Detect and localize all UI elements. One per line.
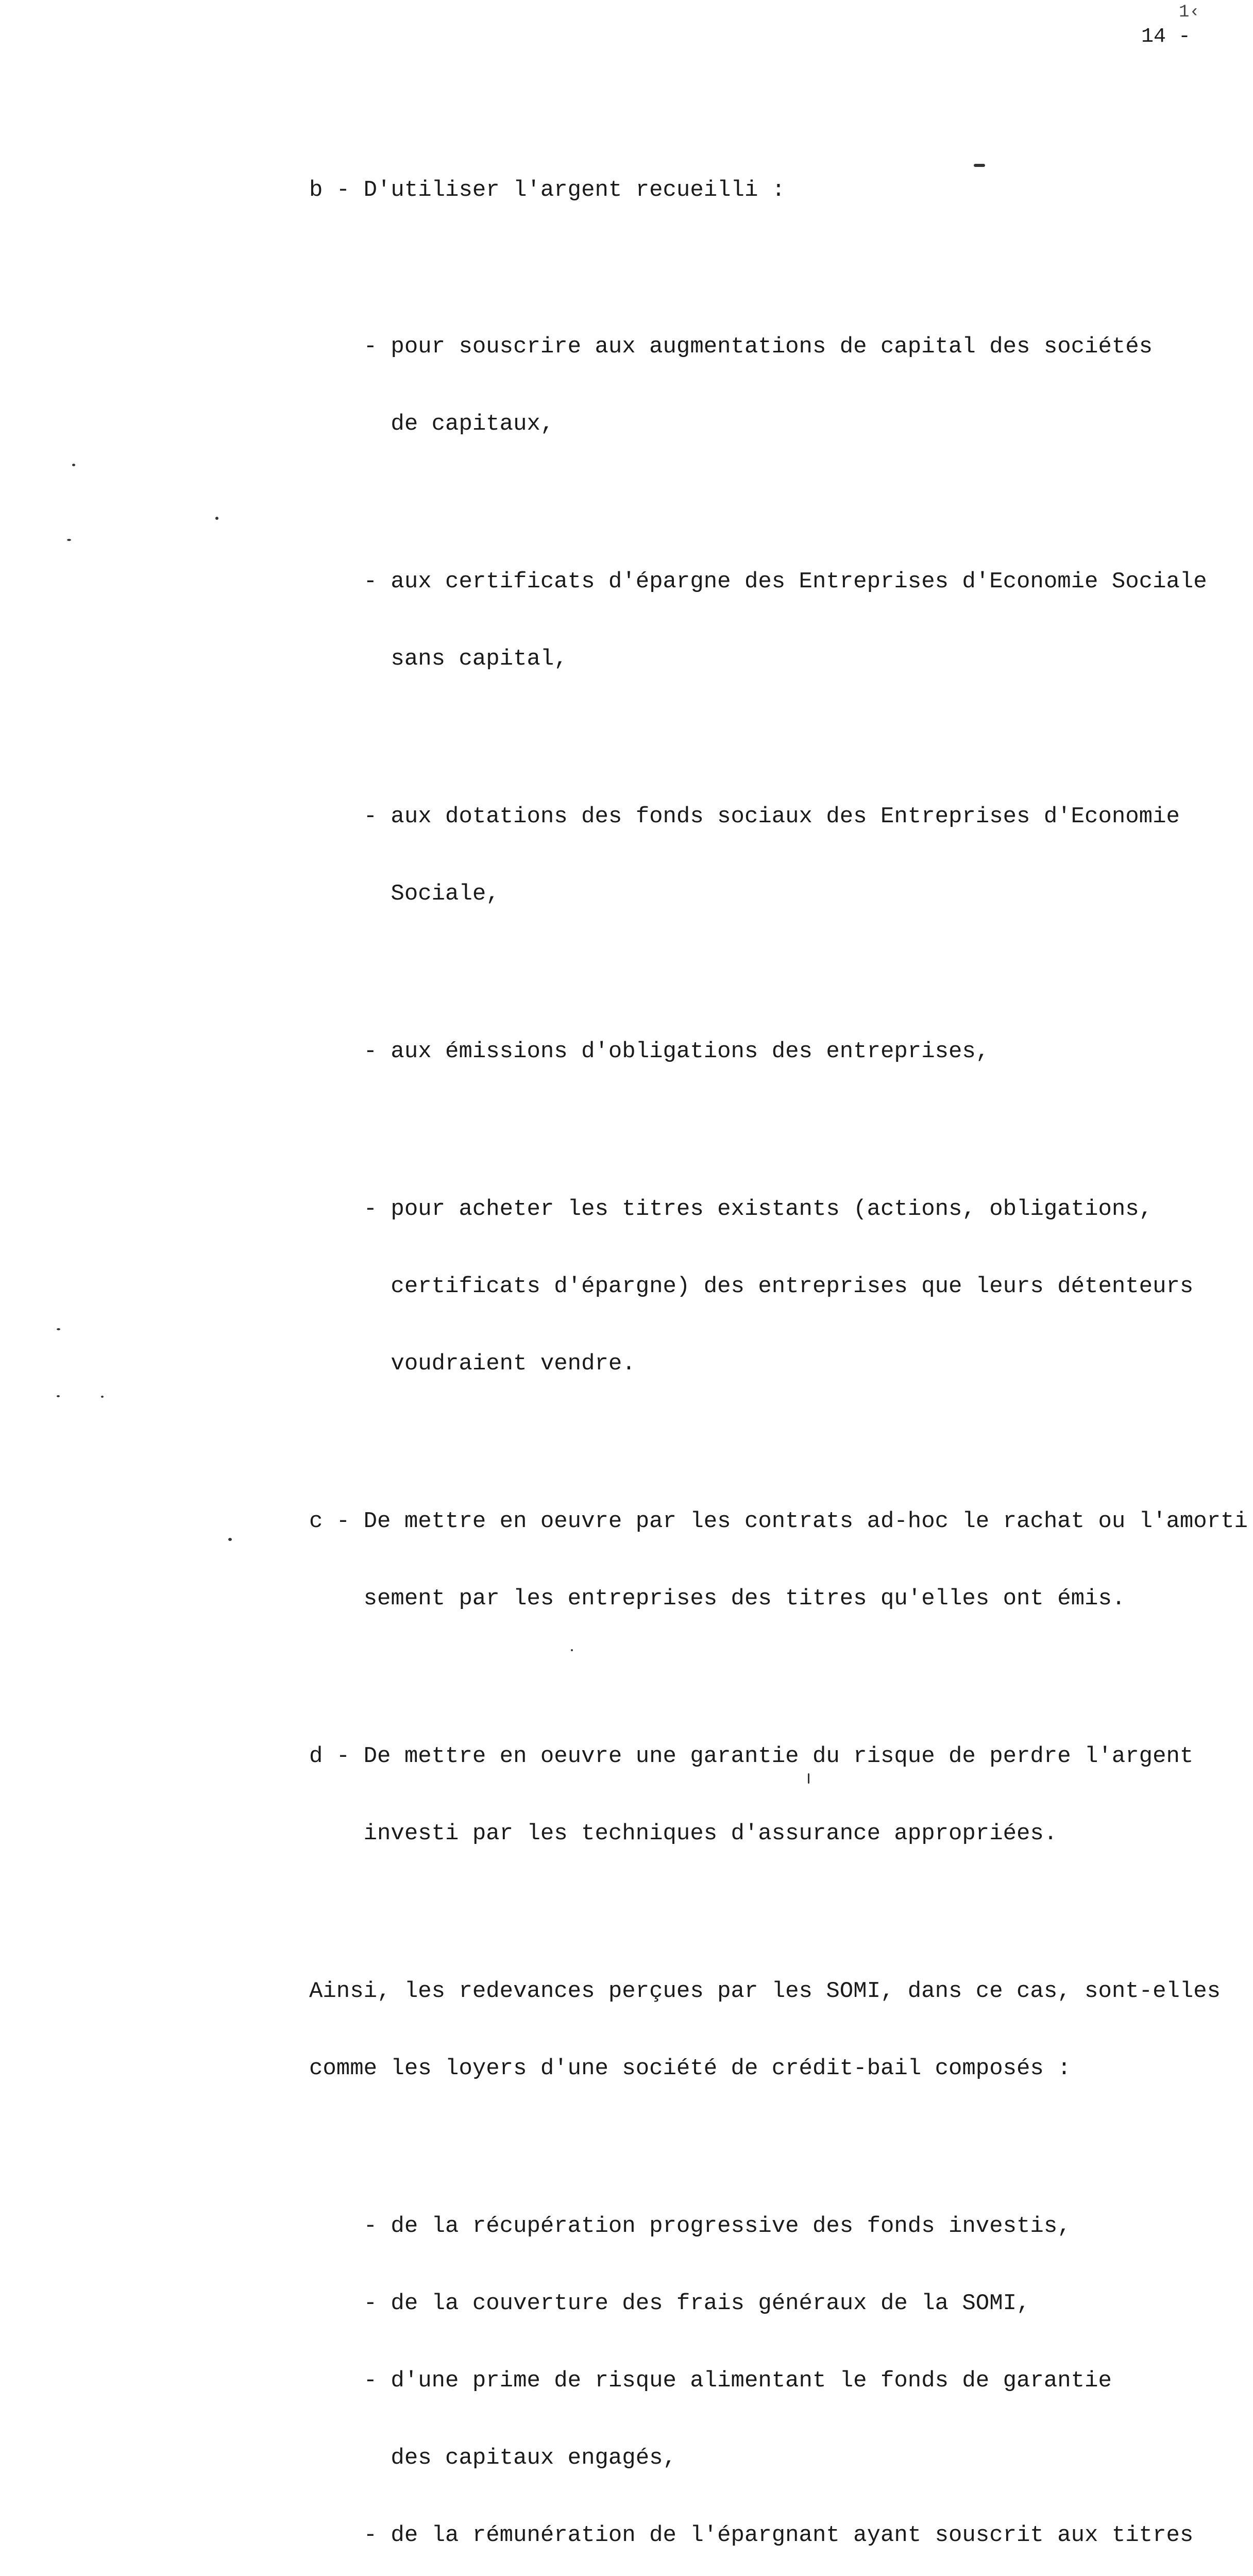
scan-speck: [72, 464, 75, 466]
paragraph-line: Ainsi, les redevances perçues par les SOMI, dans ce cas, sont-elles: [309, 1978, 1221, 2004]
item-d-line: investi par les techniques d'assurance appropriées.: [309, 1821, 1058, 1846]
bullet-line: certificats d'épargne) des entreprises que leurs détenteurs: [309, 1274, 1194, 1299]
page-number-stamp: 1‹: [1179, 3, 1200, 22]
scan-speck: [974, 164, 985, 167]
scan-speck: [67, 539, 71, 541]
item-c-line: c - De mettre en oeuvre par les contrats ad-hoc le rachat ou l'amorti: [309, 1509, 1248, 1534]
bullet-line: - pour souscrire aux augmentations de capital des sociétés: [309, 334, 1153, 360]
bullet-line: - de la couverture des frais généraux de la SOMI,: [309, 2291, 1030, 2316]
document-body: [309, 126, 1252, 2576]
bullet-line: - de la récupération progressive des fonds investis,: [309, 2213, 1071, 2239]
scan-speck: [57, 1395, 60, 1397]
item-b-heading: b - D'utiliser l'argent recueilli :: [309, 177, 786, 203]
paragraph-line: comme les loyers d'une société de crédit-bail composés :: [309, 2056, 1071, 2081]
item-d-line: d - De mettre en oeuvre une garantie du risque de perdre l'argent: [309, 1743, 1194, 1769]
bullet-line: voudraient vendre.: [309, 1351, 636, 1377]
bullet-line: - pour acheter les titres existants (actions, obligations,: [309, 1196, 1153, 1222]
bullet-line: - aux dotations des fonds sociaux des Entreprises d'Economie: [309, 804, 1180, 829]
bullet-line: - aux certificats d'épargne des Entreprises d'Economie Sociale: [309, 569, 1207, 595]
bullet-line: des capitaux engagés,: [309, 2445, 676, 2471]
bullet-line: sans capital,: [309, 646, 568, 672]
bullet-line: - aux émissions d'obligations des entreprises,: [309, 1039, 990, 1064]
scan-speck: [101, 1396, 104, 1398]
bullet-line: Sociale,: [309, 881, 500, 907]
bullet-line: - de la rémunération de l'épargnant ayant souscrit aux titres: [309, 2522, 1194, 2548]
scan-speck: [215, 517, 218, 520]
page-number: 14 -: [1141, 25, 1191, 48]
bullet-line: - d'une prime de risque alimentant le fonds de garantie: [309, 2368, 1112, 2394]
scan-speck: [571, 1649, 573, 1651]
scan-speck: [808, 1773, 809, 1784]
scan-speck: [228, 1538, 232, 1541]
bullet-line: de capitaux,: [309, 411, 554, 437]
item-c-line: sement par les entreprises des titres qu'elles ont émis.: [309, 1586, 1126, 1612]
scan-speck: [57, 1328, 60, 1330]
